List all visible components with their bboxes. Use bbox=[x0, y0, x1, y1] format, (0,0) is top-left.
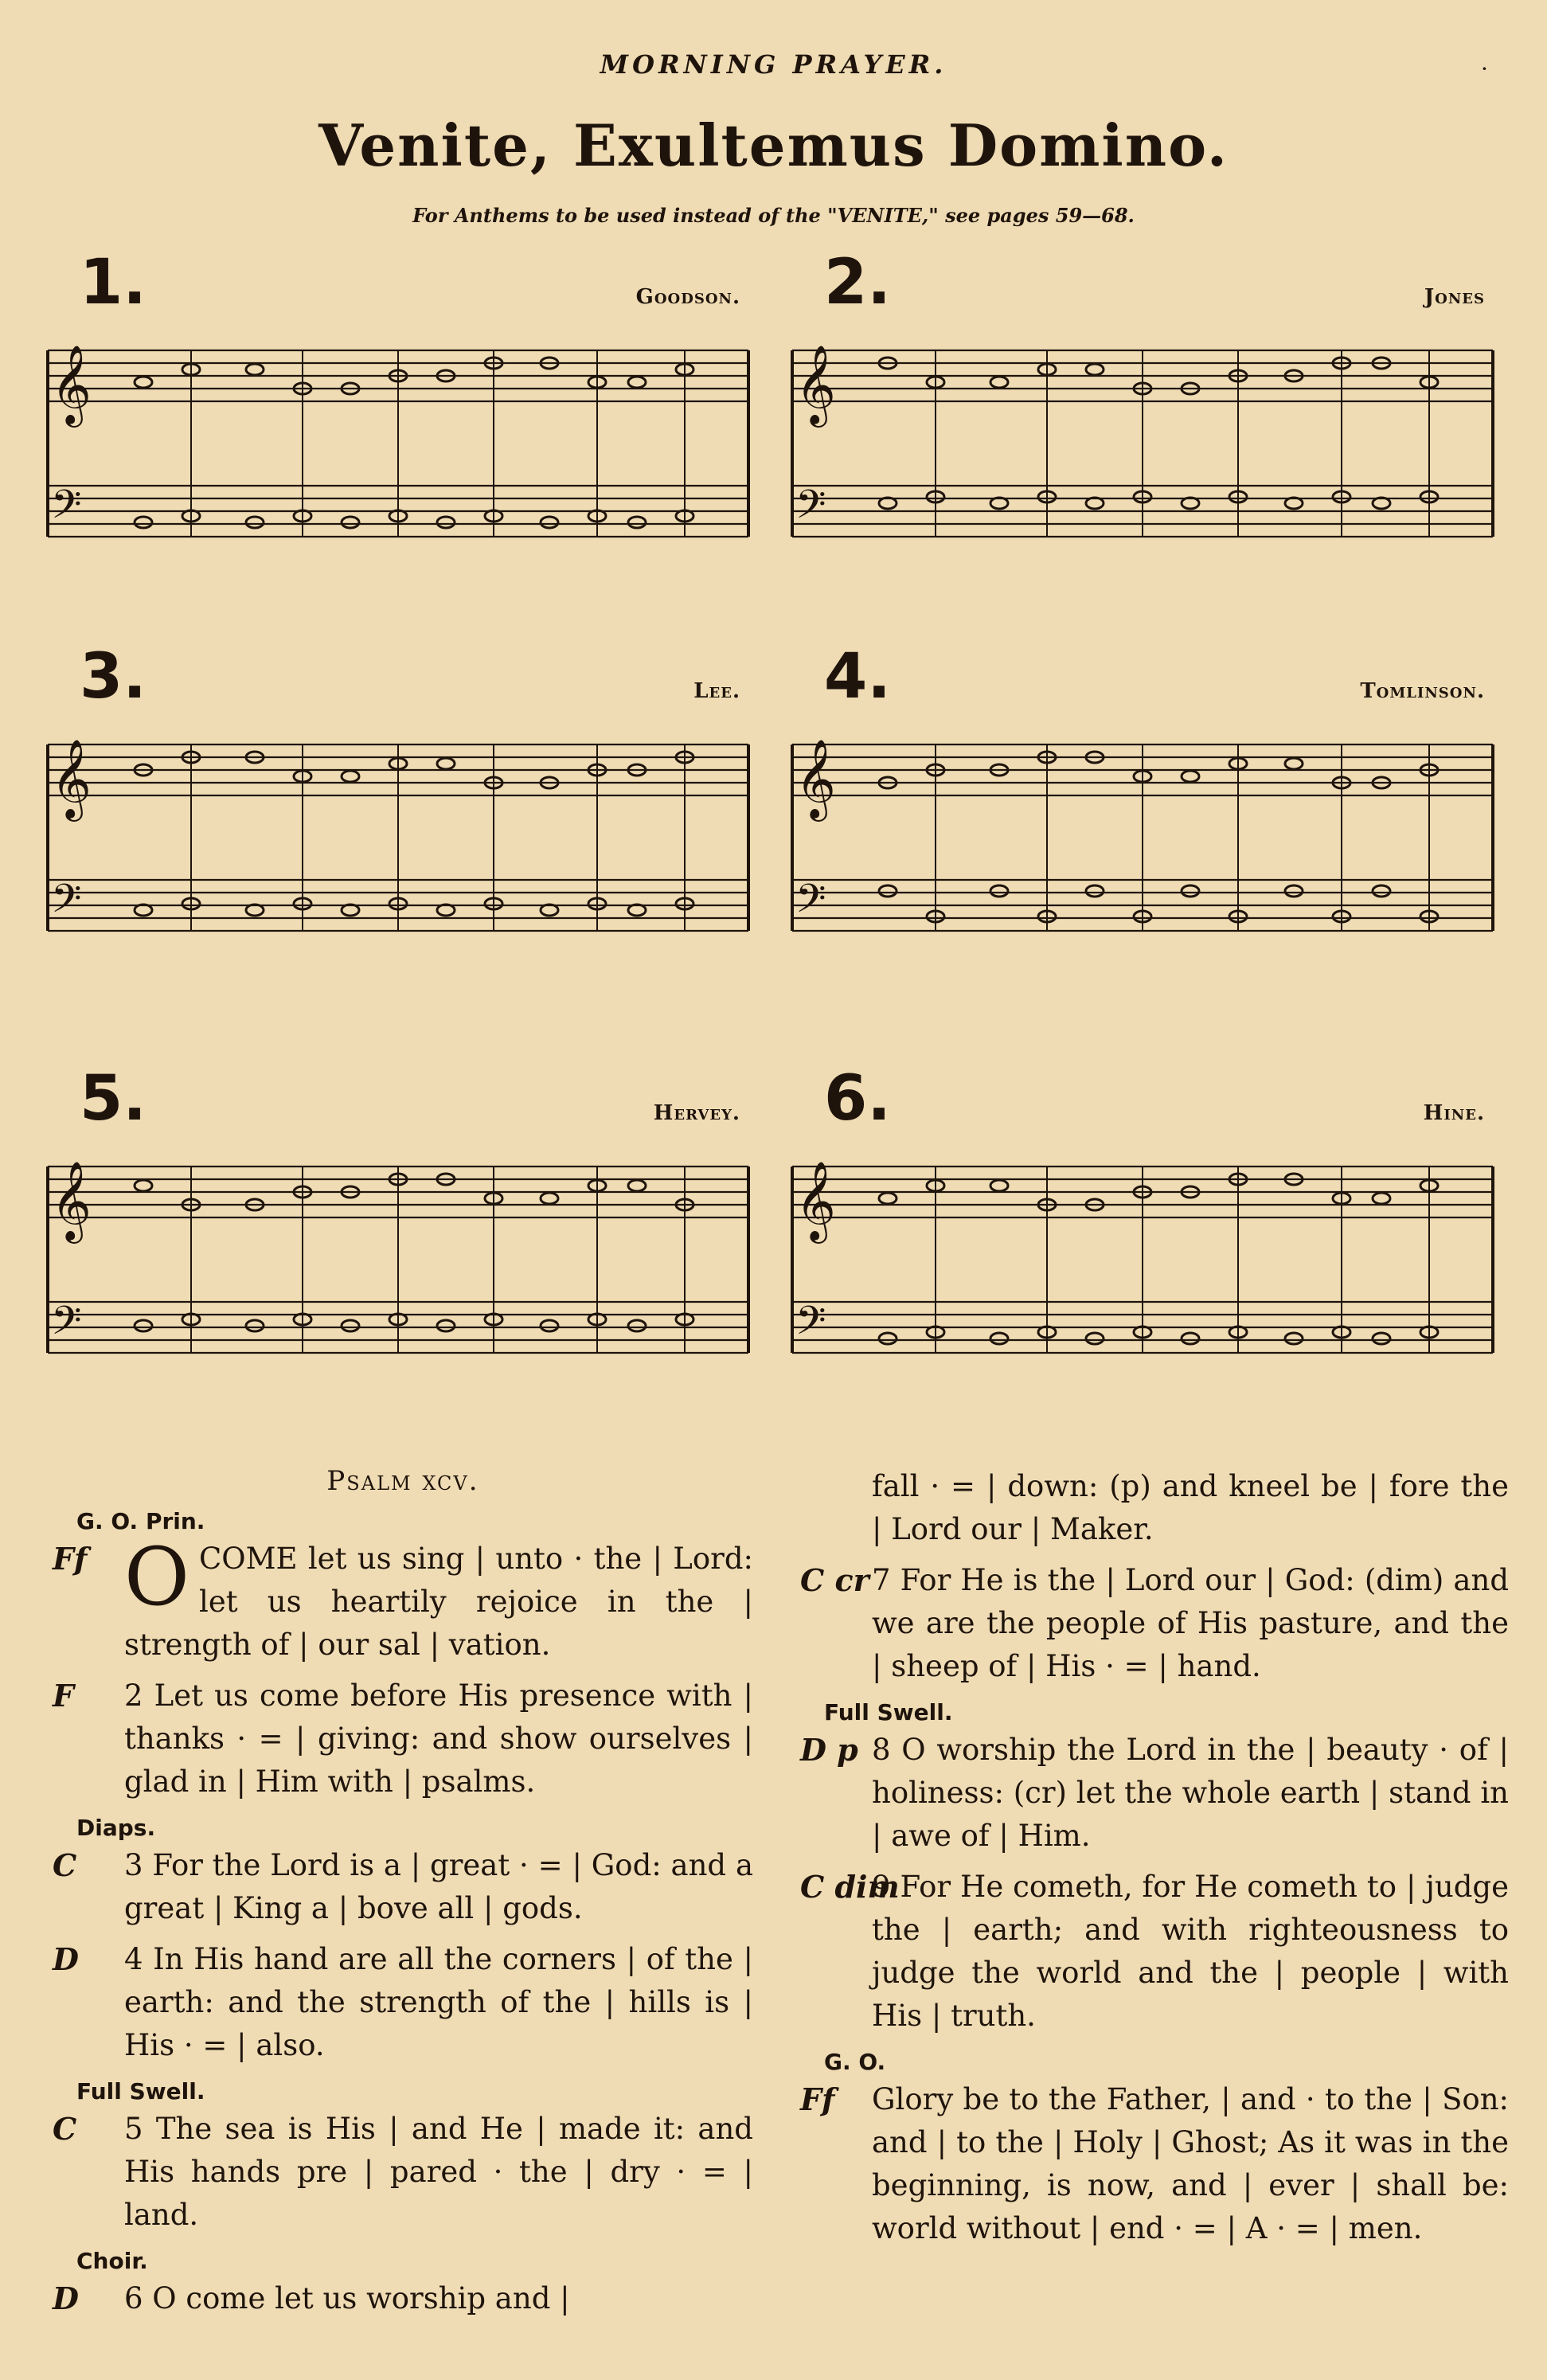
tune-number: 3. bbox=[80, 641, 146, 713]
note-head bbox=[541, 517, 558, 528]
note-head bbox=[990, 1333, 1008, 1344]
psalm-verse bbox=[53, 1530, 753, 1667]
note-head bbox=[879, 1333, 897, 1344]
note-head bbox=[541, 1320, 558, 1331]
bass-clef-icon: 𝄢 bbox=[51, 1298, 82, 1354]
dynamic-mark: Ff bbox=[800, 2081, 835, 2117]
psalm-verse bbox=[53, 2277, 753, 2320]
note-head bbox=[879, 1193, 897, 1204]
treble-clef-icon: 𝄞 bbox=[795, 739, 836, 819]
tune-2 bbox=[784, 247, 1501, 629]
music-score bbox=[40, 721, 756, 975]
tune-composer: Tomlinson. bbox=[1360, 679, 1485, 703]
psalm-verse bbox=[53, 1844, 753, 1930]
bass-clef-icon: 𝄢 bbox=[51, 482, 82, 537]
tune-composer: Lee. bbox=[693, 679, 740, 703]
dynamic-mark: C bbox=[53, 2111, 77, 2147]
verse-text: 8 O worship the Lord in the | beauty · of | holiness: (cr) let the whole earth | stand in | awe of | Him. bbox=[872, 1733, 1509, 1853]
note-head bbox=[1373, 1193, 1390, 1204]
dynamic-mark: F bbox=[53, 1678, 74, 1714]
bass-clef-icon: 𝄢 bbox=[795, 482, 826, 537]
note-head bbox=[246, 517, 264, 528]
verse-text: fall · = | down: (p) and kneel be | fore the | Lord our | Maker. bbox=[872, 1469, 1509, 1546]
dynamic-mark: Ff bbox=[53, 1541, 88, 1577]
tune-number: 1. bbox=[80, 247, 146, 319]
note-head bbox=[1285, 885, 1303, 897]
psalm-verse bbox=[800, 1559, 1509, 1688]
tune-composer: Hervey. bbox=[653, 1101, 740, 1125]
tune-4 bbox=[784, 641, 1501, 1023]
tune-number: 2. bbox=[824, 247, 891, 319]
anthem-note: For Anthems to be used instead of the "VENITE," see pages 59—68. bbox=[412, 204, 1135, 227]
running-head: MORNING PRAYER. bbox=[600, 49, 947, 80]
verse-text: 6 O come let us worship and | bbox=[124, 2281, 570, 2316]
tune-3 bbox=[40, 641, 756, 1023]
tune-composer: Hine. bbox=[1423, 1101, 1485, 1125]
music-score bbox=[40, 1143, 756, 1397]
dynamic-mark: C dim bbox=[800, 1869, 900, 1905]
registration-label: Choir. bbox=[76, 2248, 148, 2274]
note-head bbox=[1285, 758, 1303, 769]
bass-clef-icon: 𝄢 bbox=[795, 876, 826, 932]
psalm-verse bbox=[800, 1729, 1509, 1858]
note-head bbox=[1373, 1333, 1390, 1344]
tune-number: 4. bbox=[824, 641, 891, 713]
note-head bbox=[135, 1320, 152, 1331]
verse-text: 9 For He cometh, for He cometh to | judge the | earth; and with righteousness to judge the world and the | people | with His | truth. bbox=[872, 1870, 1509, 2033]
psalm-verse bbox=[53, 2108, 753, 2237]
music-score bbox=[784, 326, 1501, 581]
verse-text: 7 For He is the | Lord our | God: (dim) and we are the people of His pasture, and the | sheep of | His · = | hand. bbox=[872, 1563, 1509, 1683]
tune-6 bbox=[784, 1063, 1501, 1445]
psalm-verse bbox=[53, 1675, 753, 1804]
music-score bbox=[784, 1143, 1501, 1397]
tune-composer: Goodson. bbox=[635, 285, 740, 309]
dynamic-mark: C cr bbox=[800, 1562, 869, 1598]
note-head bbox=[990, 885, 1008, 897]
verse-text: 2 Let us come before His presence with | thanks · = | giving: and show ourselves | glad in | Him with | psalms. bbox=[124, 1679, 753, 1799]
psalm-title: Psalm xcv. bbox=[326, 1465, 479, 1497]
bass-clef-icon: 𝄢 bbox=[51, 876, 82, 932]
note-head bbox=[437, 758, 455, 769]
note-head bbox=[628, 517, 646, 528]
dynamic-mark: D p bbox=[800, 1732, 858, 1768]
tune-5 bbox=[40, 1063, 756, 1445]
page-title: Venite, Exultemus Domino. bbox=[318, 111, 1229, 179]
dynamic-mark: D bbox=[53, 2280, 79, 2316]
note-head bbox=[628, 377, 646, 388]
note-head bbox=[990, 1180, 1008, 1191]
note-head bbox=[1182, 771, 1199, 782]
note-head bbox=[1086, 1333, 1104, 1344]
treble-clef-icon: 𝄞 bbox=[51, 1161, 92, 1241]
verse-text: 4 In His hand are all the corners | of the | earth: and the strength of the | hills is | His · = | also. bbox=[124, 1942, 753, 2062]
note-head bbox=[879, 885, 897, 897]
music-score bbox=[784, 721, 1501, 975]
treble-clef-icon: 𝄞 bbox=[795, 345, 836, 424]
registration-label: Diaps. bbox=[76, 1815, 156, 1841]
note-head bbox=[990, 377, 1008, 388]
note-head bbox=[437, 517, 455, 528]
tune-1 bbox=[40, 247, 756, 629]
note-head bbox=[1182, 885, 1199, 897]
verse-text: COME let us sing | unto · the | Lord: let us heartily rejoice in the | strength of | our sal | vation. bbox=[124, 1542, 753, 1662]
psalm-verse bbox=[53, 1938, 753, 2067]
note-head bbox=[437, 1320, 455, 1331]
verse-continuation bbox=[800, 1465, 1509, 1551]
note-head bbox=[541, 1193, 558, 1204]
dynamic-mark: D bbox=[53, 1941, 79, 1977]
note-head bbox=[1086, 364, 1104, 375]
verse-text: 3 For the Lord is a | great · = | God: and a great | King a | bove all | gods. bbox=[124, 1848, 753, 1925]
dynamic-mark: C bbox=[53, 1847, 77, 1883]
note-head bbox=[1086, 885, 1104, 897]
note-head bbox=[135, 517, 152, 528]
drop-cap: O bbox=[124, 1530, 189, 1624]
psalm-verse bbox=[800, 1866, 1509, 2038]
registration-label: G. O. Prin. bbox=[76, 1508, 205, 1534]
psalm-column-left bbox=[53, 1465, 753, 2328]
note-head bbox=[1182, 1333, 1199, 1344]
note-head bbox=[1285, 1333, 1303, 1344]
note-head bbox=[342, 517, 359, 528]
music-score bbox=[40, 326, 756, 581]
bass-clef-icon: 𝄢 bbox=[795, 1298, 826, 1354]
registration-label: G. O. bbox=[824, 2049, 886, 2075]
page-mark: · bbox=[1481, 56, 1488, 82]
treble-clef-icon: 𝄞 bbox=[51, 345, 92, 424]
note-head bbox=[246, 364, 264, 375]
verse-text: 5 The sea is His | and He | made it: and His hands pre | pared · the | dry · = | land. bbox=[124, 2112, 753, 2232]
note-head bbox=[342, 771, 359, 782]
note-head bbox=[135, 1180, 152, 1191]
note-head bbox=[342, 1320, 359, 1331]
verse-text: Glory be to the Father, | and · to the | Son: and | to the | Holy | Ghost; As it was in the beginning, is now, and | ever | shall be: world without | end · = | A · = | men. bbox=[872, 2082, 1509, 2245]
psalm-verse bbox=[800, 2078, 1509, 2250]
treble-clef-icon: 𝄞 bbox=[795, 1161, 836, 1241]
note-head bbox=[1373, 885, 1390, 897]
note-head bbox=[628, 1180, 646, 1191]
note-head bbox=[135, 377, 152, 388]
tune-composer: Jones bbox=[1424, 285, 1485, 309]
registration-label: Full Swell. bbox=[824, 1699, 953, 1725]
treble-clef-icon: 𝄞 bbox=[51, 739, 92, 819]
registration-label: Full Swell. bbox=[76, 2078, 205, 2104]
note-head bbox=[246, 1320, 264, 1331]
psalm-column-right bbox=[800, 1465, 1509, 2258]
tune-number: 6. bbox=[824, 1063, 891, 1135]
note-head bbox=[628, 1320, 646, 1331]
tune-number: 5. bbox=[80, 1063, 146, 1135]
